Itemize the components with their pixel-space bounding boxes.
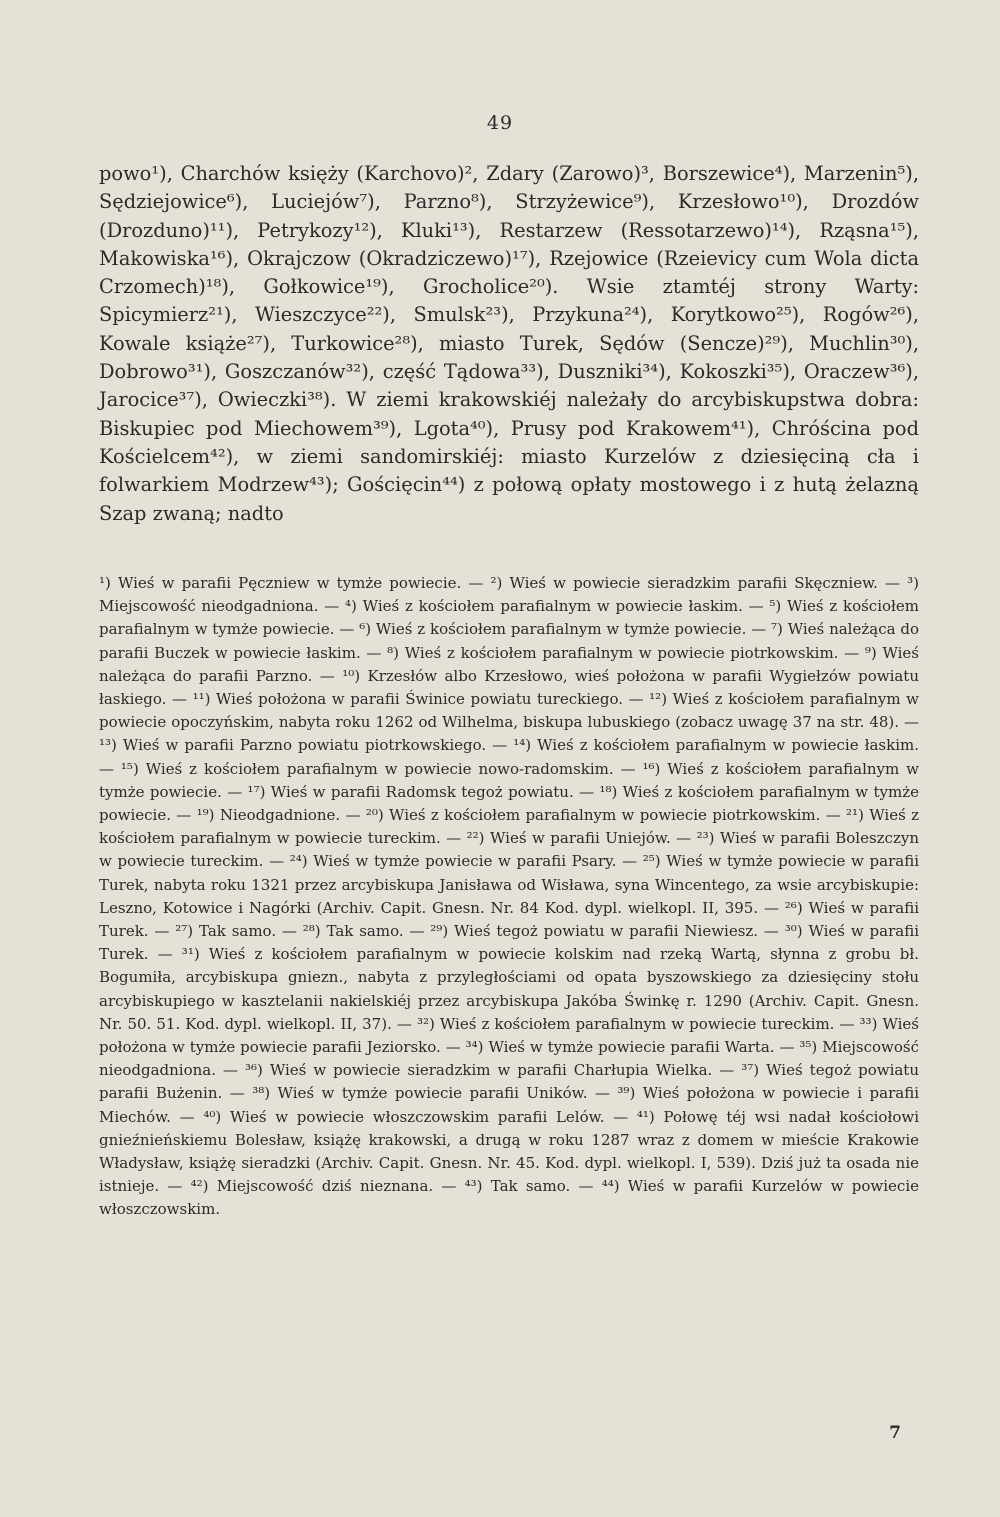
footnotes	[99, 572, 919, 1222]
main-text	[99, 160, 919, 528]
printer-signature: 7	[889, 1423, 901, 1443]
footnotes-text: ¹) Wieś w parafii Pęczniew w tymże powiecie. — ²) Wieś w powiecie sieradzkim parafii Skęczniew. — ³) Miejscowość nieodgadniona. — ⁴) Wieś z kościołem parafialnym w powiecie łaskim. — ⁵) Wieś z kościołem parafialnym w tymże powiecie. — ⁶) Wieś z kościołem parafialnym w tymże powiecie. — ⁷) Wieś należąca do parafii Buczek w powiecie łaskim. — ⁸) Wieś z kościołem parafialnym w powiecie piotrkowskim. — ⁹) Wieś należąca do parafii Parzno. — ¹⁰) Krzesłów albo Krzesłowo, wieś położona w parafii Wygiełzów powiatu łaskiego. — ¹¹) Wieś położona w parafii Świnice powiatu tureckiego. — ¹²) Wieś z kościołem parafialnym w powiecie opoczyńskim, nabyta roku 1262 od Wilhelma, biskupa lubuskiego (zobacz uwagę 37 na str. 48). — ¹³) Wieś w parafii Parzno powiatu piotrkowskiego. — ¹⁴) Wieś z kościołem parafialnym w powiecie łaskim. — ¹⁵) Wieś z kościołem parafialnym w powiecie nowo-radomskim. — ¹⁶) Wieś z kościołem parafialnym w tymże powiecie. — ¹⁷) Wieś w parafii Radomsk tegoż powiatu. — ¹⁸) Wieś z kościołem parafialnym w tymże powiecie. — ¹⁹) Nieodgadnione. — ²⁰) Wieś z kościołem parafialnym w powiecie piotrkowskim. — ²¹) Wieś z kościołem parafialnym w powiecie tureckim. — ²²) Wieś w parafii Uniejów. — ²³) Wieś w parafii Boleszczyn w powiecie tureckim. — ²⁴) Wieś w tymże powiecie w parafii Psary. — ²⁵) Wieś w tymże powiecie w parafii Turek, nabyta roku 1321 przez arcybiskupa Janisława od Wisława, syna Wincentego, za wsie arcybiskupie: Leszno, Kotowice i Nagórki (Archiv. Capit. Gnesn. Nr. 84 Kod. dypl. wielkopl. II, 395. — ²⁶) Wieś w parafii Turek. — ²⁷) Tak samo. — ²⁸) Tak samo. — ²⁹) Wieś tegoż powiatu w parafii Niewiesz. — ³⁰) Wieś w parafii Turek. — ³¹) Wieś z kościołem parafialnym w powiecie kolskim nad rzeką Wartą, słynna z grobu bł. Bogumiła, arcybiskupa gniezn., nabyta z przyległościami od opata byszowskiego za dziesięciny stołu arcybiskupiego w kasztelanii nakielskiéj przez arcybiskupa Jakóba Świnkę r. 1290 (Archiv. Capit. Gnesn. Nr. 50. 51. Kod. dypl. wielkopl. II, 37). — ³²) Wieś z kościołem parafialnym w powiecie tureckim. — ³³) Wieś położona w tymże powiecie parafii Jeziorsko. — ³⁴) Wieś w tymże powiecie parafii Warta. — ³⁵) Miejscowość nieodgadniona. — ³⁶) Wieś w powiecie sieradzkim w parafii Charłupia Wielka. — ³⁷) Wieś tegoż powiatu parafii Bużenin. — ³⁸) Wieś w tymże powiecie parafii Uników. — ³⁹) Wieś położona w powiecie i parafii Miechów. — ⁴⁰) Wieś w powiecie włoszczowskim parafii Lelów. — ⁴¹) Połowę téj wsi nadał kościołowi gnieźnieńskiemu Bolesław, książę krakowski, a drugą w roku 1287 wraz z domem w mieście Krakowie Władysław, książę sieradzki (Archiv. Capit. Gnesn. Nr. 45. Kod. dypl. wielkopl. I, 539). Dziś już ta osada nie istnieje. — ⁴²) Miejscowość dziś nieznana. — ⁴³) Tak samo. — ⁴⁴) Wieś w parafii Kurzelów w powiecie włoszczowskim.	[99, 574, 919, 1219]
main-paragraph: powo¹), Charchów księży (Karchovo)², Zdary (Zarowo)³, Borszewice⁴), Marzenin⁵), Sędziejowice⁶), Luciejów⁷), Parzno⁸), Strzyżewice⁹), Krzesłowo¹⁰), Drozdów (Drozduno)¹¹), Petrykozy¹²), Kluki¹³), Restarzew (Ressotarzewo)¹⁴), Rząsna¹⁵), Makowiska¹⁶), Okrajczow (Okradziczewo)¹⁷), Rzejowice (Rzeievicy cum Wola dicta Crzomech)¹⁸), Gołkowice¹⁹), Grocholice²⁰). Wsie ztamtéj strony Warty: Spicymierz²¹), Wieszczyce²²), Smulsk²³), Przykuna²⁴), Korytkowo²⁵), Rogów²⁶), Kowale książe²⁷), Turkowice²⁸), miasto Turek, Sędów (Sencze)²⁹), Muchlin³⁰), Dobrowo³¹), Goszczanów³²), część Tądowa³³), Duszniki³⁴), Kokoszki³⁵), Oraczew³⁶), Jarocice³⁷), Owieczki³⁸). W ziemi krakowskiéj należały do arcybiskupstwa dobra: Biskupiec pod Miechowem³⁹), Lgota⁴⁰), Prusy pod Krakowem⁴¹), Chróścina pod Kościelcem⁴²), w ziemi sandomirskiéj: miasto Kurzelów z dziesięciną cła i folwarkiem Modrzew⁴³); Gościęcin⁴⁴) z połową opłaty mostowego i z hutą żelazną Szap zwaną; nadto	[99, 162, 919, 525]
page-number: 49	[486, 112, 514, 134]
